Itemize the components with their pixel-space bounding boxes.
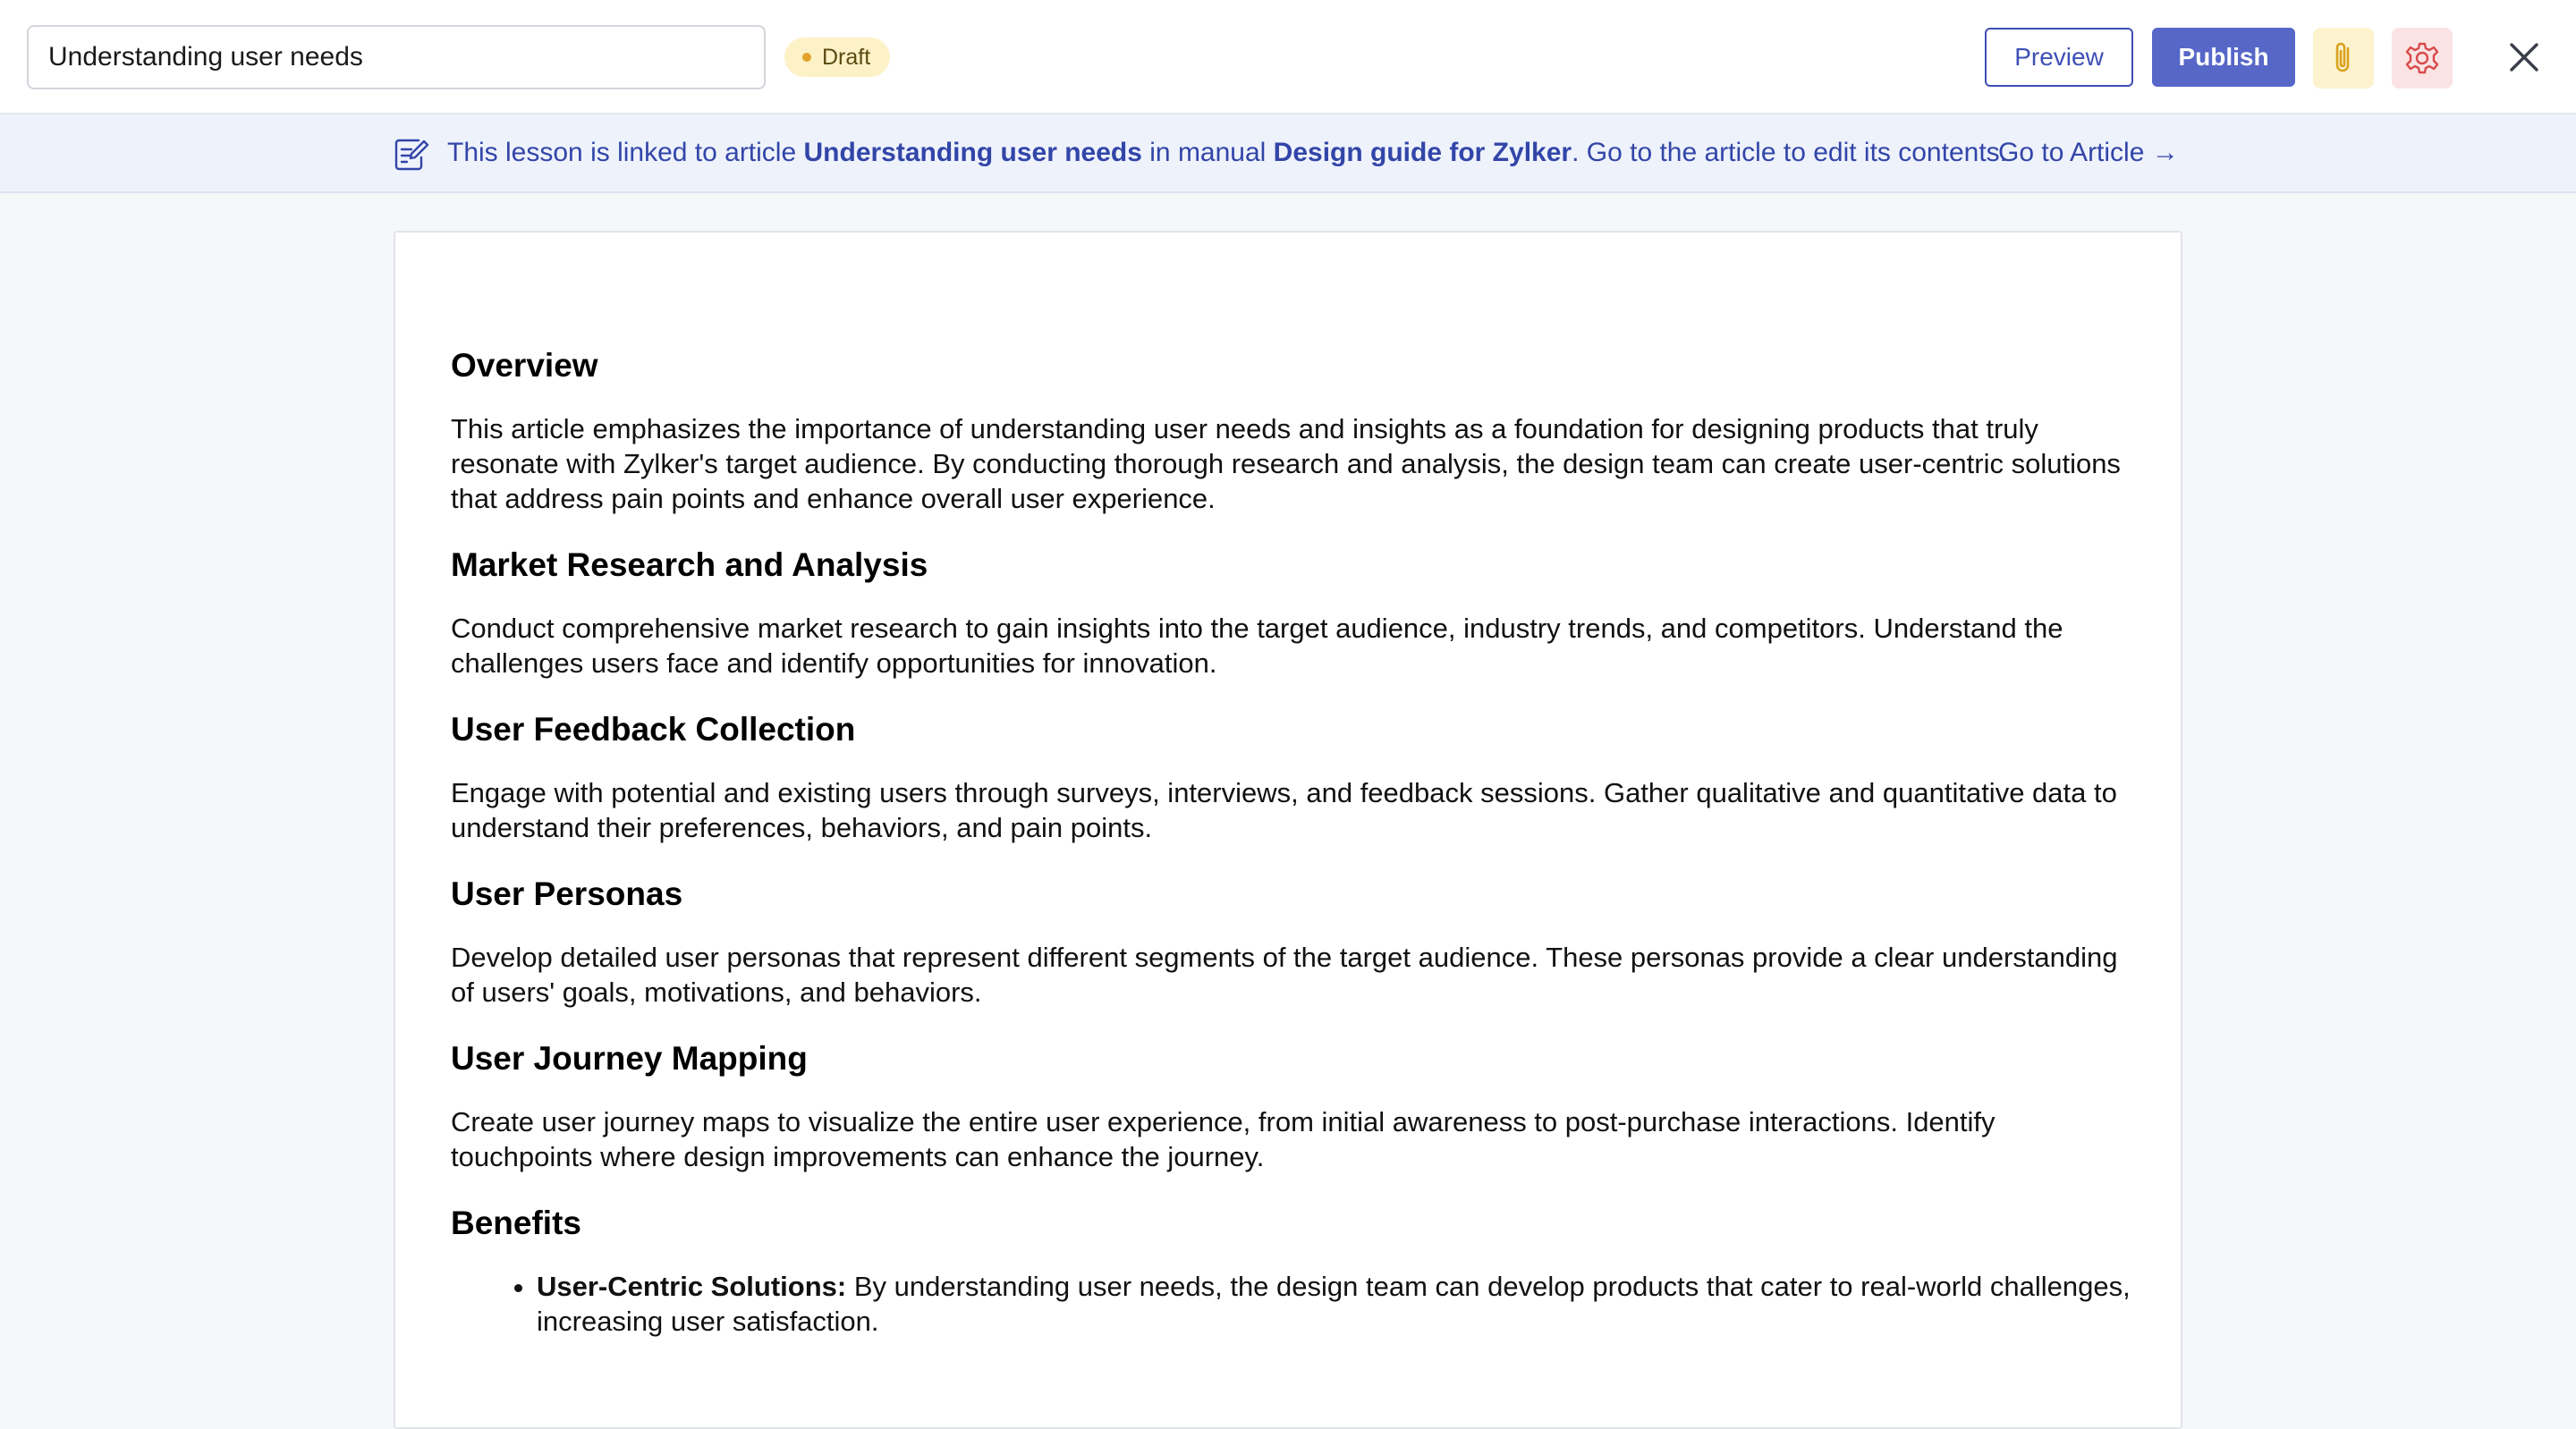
linked-article-banner: [0, 114, 2576, 193]
section-paragraph: Develop detailed user personas that represent different segments of the target audience. These personas provide a clear understanding of users' goals, motivations, and behaviors.: [451, 942, 2118, 1008]
section-heading: User Journey Mapping: [451, 1040, 808, 1077]
section-heading: Market Research and Analysis: [451, 546, 928, 583]
paperclip-icon: [2328, 40, 2359, 76]
section-paragraph: Create user journey maps to visualize the entire user experience, from initial awareness to post-purchase interactions. Identify touchpoints where design improvements can enhance the journey.: [451, 1106, 1996, 1172]
section-paragraph: Engage with potential and existing users through surveys, interviews, and feedback sessions. Gather qualitative and quantitative data to understand their preferences, behaviors, and pain points.: [451, 777, 2117, 843]
settings-button[interactable]: [2392, 28, 2453, 89]
lesson-content: [394, 231, 2182, 1429]
lesson-title-input[interactable]: [27, 25, 766, 89]
banner-message: [447, 114, 2007, 191]
status-badge-label: Draft: [822, 45, 871, 70]
publish-button[interactable]: Publish: [2152, 28, 2295, 87]
linked-manual-name: Design guide for Zylker: [1273, 138, 1572, 167]
benefits-list: [451, 1269, 2132, 1339]
banner-text-prefix: This lesson is linked to article: [447, 138, 804, 167]
list-item: [537, 1269, 2132, 1339]
linked-article-name: Understanding user needs: [803, 138, 1142, 167]
section-heading: Benefits: [451, 1205, 581, 1241]
list-item-text: By understanding user needs, the design team can develop products that cater to real-world challenges, increasing user satisfaction.: [537, 1271, 2131, 1337]
edit-note-icon: [392, 134, 431, 173]
section-heading: Overview: [451, 347, 598, 384]
top-bar: [0, 0, 2576, 114]
attachments-button[interactable]: [2313, 28, 2374, 89]
section-heading: User Feedback Collection: [451, 711, 856, 748]
status-dot: [802, 53, 811, 62]
section-heading: User Personas: [451, 875, 683, 912]
close-icon: [2509, 42, 2539, 72]
status-badge: [784, 38, 890, 77]
go-to-article-link[interactable]: Go to Article →: [1998, 138, 2179, 167]
section-paragraph: This article emphasizes the importance of understanding user needs and insights as a foundation for designing products that truly resonate with Zylker's target audience. By conducting thorough research and analysis, the design team can create user-centric solutions that address pain points and enhance overall user experience.: [451, 413, 2121, 514]
gear-icon: [2404, 40, 2440, 76]
preview-button[interactable]: Preview: [1985, 28, 2133, 87]
banner-text-suffix: . Go to the article to edit its contents.: [1572, 138, 2007, 167]
banner-text-middle: in manual: [1141, 138, 1274, 167]
section-paragraph: Conduct comprehensive market research to gain insights into the target audience, industry trends, and competitors. Understand the challenges users face and identify opportunities for innovation.: [451, 613, 2063, 679]
list-item-label: User-Centric Solutions:: [537, 1271, 847, 1302]
close-button[interactable]: [2499, 32, 2549, 82]
lesson-content-body: [451, 343, 2132, 1339]
